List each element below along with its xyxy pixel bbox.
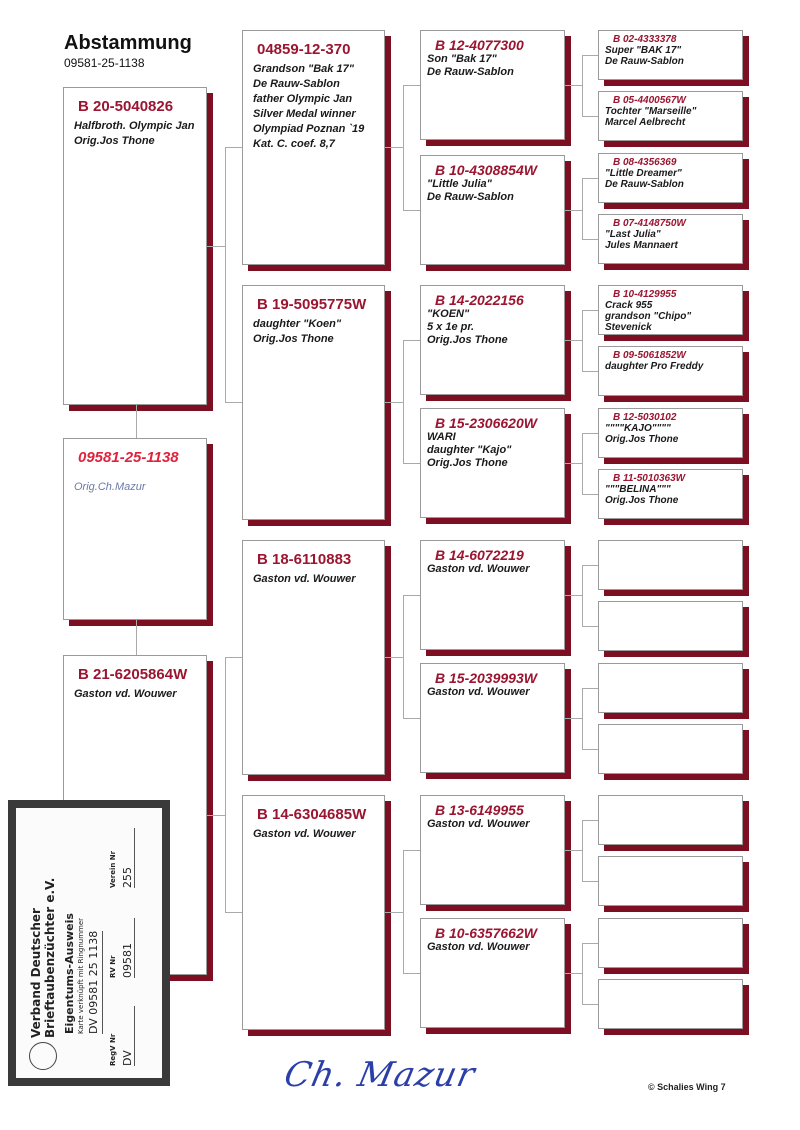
pigeon-info: Gaston vd. Wouwer (427, 941, 530, 953)
connector-line (582, 55, 583, 116)
connector-line (403, 973, 420, 974)
connector-line (582, 688, 598, 689)
card-subheading: Karte verknüpft mit Ringnummer (77, 917, 85, 1034)
ring-number: B 14-6304685W (257, 806, 367, 823)
connector-line (385, 657, 403, 658)
ring-number: B 13-6149955 (435, 802, 524, 818)
connector-line (565, 595, 582, 596)
pigeon-info: Gaston vd. Wouwer (427, 563, 530, 575)
ancestor-box (598, 663, 743, 713)
ancestor-box (598, 153, 743, 203)
connector-line (403, 85, 404, 210)
subject-pigeon-box (63, 438, 207, 620)
ancestor-box (598, 724, 743, 774)
connector-line (565, 850, 582, 851)
card-org-line2: Brieftaubenzüchter e.V. (43, 877, 57, 1038)
connector-line (582, 688, 583, 749)
ring-number: B 02-4333378 (613, 34, 677, 45)
card-org (29, 878, 57, 1038)
connector-line (403, 850, 420, 851)
card-field-label: Verein Nr (109, 850, 117, 888)
ancestor-box (420, 408, 565, 518)
footer-credit: © Schalies Wing 7 (648, 1082, 726, 1092)
ancestor-box (598, 540, 743, 590)
connector-line (582, 820, 583, 881)
page-subtitle: 09581-25-1138 (64, 56, 145, 70)
pigeon-info: Tochter "Marseille" Marcel Aelbrecht (605, 106, 697, 128)
pigeon-info: WARI daughter "Kajo" Orig.Jos Thone (427, 431, 512, 469)
pigeon-info: Halfbroth. Olympic Jan Orig.Jos Thone (74, 120, 195, 147)
connector-line (565, 463, 582, 464)
ring-number: B 15-2306620W (435, 415, 537, 431)
connector-line (582, 239, 598, 240)
connector-line (582, 943, 583, 1004)
ring-number: B 08-4356369 (613, 157, 677, 168)
ring-number: 04859-12-370 (257, 41, 351, 58)
connector-line (385, 147, 403, 148)
connector-line (403, 85, 420, 86)
connector-line (403, 340, 404, 463)
connector-line (582, 178, 583, 239)
pigeon-info: "Little Julia" De Rauw-Sablon (427, 178, 514, 203)
connector-line (136, 620, 137, 655)
pigeon-info: Crack 955 grandson "Chipo" Stevenick (605, 300, 692, 333)
pigeon-info: """BELINA""" Orig.Jos Thone (605, 484, 679, 506)
connector-line (582, 116, 598, 117)
ring-number: B 19-5095775W (257, 296, 367, 313)
connector-line (225, 912, 242, 913)
connector-line (582, 433, 598, 434)
ancestor-box (420, 540, 565, 650)
card-org-line1: Verband Deutscher (29, 908, 43, 1038)
pigeon-info: daughter Pro Freddy (605, 361, 704, 372)
connector-line (403, 463, 420, 464)
card-field-value: 09581 (121, 918, 135, 978)
connector-line (225, 402, 242, 403)
connector-line (403, 340, 420, 341)
connector-line (582, 749, 598, 750)
connector-line (385, 402, 403, 403)
connector-line (403, 595, 420, 596)
ring-number: B 12-5030102 (613, 412, 677, 423)
pigeon-info: Gaston vd. Wouwer (253, 828, 356, 840)
ring-number: B 15-2039993W (435, 670, 537, 686)
ancestor-box (420, 285, 565, 395)
connector-line (225, 657, 226, 912)
ownership-card (8, 800, 170, 1086)
connector-line (403, 595, 404, 718)
ancestor-box (598, 795, 743, 845)
ring-number: B 20-5040826 (78, 98, 174, 115)
ancestor-box (598, 91, 743, 141)
connector-line (403, 718, 420, 719)
ancestor-box (598, 346, 743, 396)
ring-number: B 12-4077300 (435, 37, 524, 53)
connector-line (565, 210, 582, 211)
card-field-value: DV (121, 1006, 135, 1066)
association-logo-icon (29, 1042, 57, 1070)
pigeon-info: Gaston vd. Wouwer (427, 686, 530, 698)
ring-number: B 05-4400567W (613, 95, 686, 106)
connector-line (582, 820, 598, 821)
ancestor-box (598, 214, 743, 264)
ring-number: 09581-25-1138 (78, 449, 179, 466)
ring-number: B 18-6110883 (257, 551, 352, 568)
ancestor-box (242, 795, 385, 1030)
ancestor-box (242, 285, 385, 520)
ancestor-box (598, 408, 743, 458)
pigeon-info: """"KAJO"""" Orig.Jos Thone (605, 423, 679, 445)
pigeon-info: Grandson "Bak 17" De Rauw-Sablon father Olympic Jan Silver Medal winner Olympiad Poznan `19 Kat. C. coef. 8,7 (253, 63, 365, 150)
ancestor-box (420, 30, 565, 140)
pigeon-info: Gaston vd. Wouwer (253, 573, 356, 585)
ancestor-box (420, 663, 565, 773)
connector-line (225, 657, 242, 658)
connector-line (565, 85, 582, 86)
connector-line (582, 494, 598, 495)
ring-number: B 14-2022156 (435, 292, 524, 308)
connector-line (207, 815, 225, 816)
ancestor-box (598, 30, 743, 80)
ancestor-box (242, 540, 385, 775)
card-field-label: RV Nr (109, 955, 117, 978)
pigeon-info: "KOEN" 5 x 1e pr. Orig.Jos Thone (427, 308, 508, 346)
ring-number: B 11-5010363W (613, 473, 686, 484)
pigeon-info: Gaston vd. Wouwer (74, 688, 177, 700)
connector-line (582, 433, 583, 494)
connector-line (582, 565, 598, 566)
connector-line (403, 210, 420, 211)
ancestor-box (63, 87, 207, 405)
connector-line (565, 973, 582, 974)
pigeon-info: daughter "Koen" Orig.Jos Thone (253, 318, 342, 345)
connector-line (582, 565, 583, 626)
connector-line (582, 1004, 598, 1005)
connector-line (403, 850, 404, 973)
ancestor-box (598, 979, 743, 1029)
connector-line (207, 246, 225, 247)
ring-number: B 14-6072219 (435, 547, 524, 563)
connector-line (225, 147, 242, 148)
pigeon-info: Son "Bak 17" De Rauw-Sablon (427, 53, 514, 78)
card-body (16, 808, 162, 1078)
ring-number: B 10-6357662W (435, 925, 537, 941)
connector-line (136, 405, 137, 438)
ring-number: B 10-4129955 (613, 289, 677, 300)
ancestor-box (598, 469, 743, 519)
ring-number: B 07-4148750W (613, 218, 686, 229)
ring-number: B 09-5061852W (613, 350, 686, 361)
ancestor-box (598, 285, 743, 335)
connector-line (582, 310, 583, 371)
pigeon-info: "Little Dreamer" De Rauw-Sablon (605, 168, 684, 190)
connector-line (565, 718, 582, 719)
connector-line (385, 912, 403, 913)
connector-line (225, 147, 226, 402)
ring-number: B 10-4308854W (435, 162, 537, 178)
connector-line (582, 178, 598, 179)
pigeon-info: "Last Julia" Jules Mannaert (605, 229, 678, 251)
ancestor-box (598, 601, 743, 651)
connector-line (565, 340, 582, 341)
pigeon-info: Orig.Ch.Mazur (74, 481, 146, 493)
ring-number: B 21-6205864W (78, 666, 188, 683)
connector-line (582, 310, 598, 311)
card-heading: Eigentums-Ausweis (63, 913, 76, 1034)
ancestor-box (598, 918, 743, 968)
ancestor-box (420, 795, 565, 905)
connector-line (582, 881, 598, 882)
connector-line (582, 626, 598, 627)
ancestor-box (598, 856, 743, 906)
connector-line (582, 371, 598, 372)
ancestor-box (420, 918, 565, 1028)
connector-line (582, 55, 598, 56)
pigeon-info: Gaston vd. Wouwer (427, 818, 530, 830)
card-field-value: 255 (121, 828, 135, 888)
ancestor-box (242, 30, 385, 265)
card-content (25, 812, 153, 1074)
connector-line (582, 943, 598, 944)
ancestor-box (420, 155, 565, 265)
pigeon-info: Super "BAK 17" De Rauw-Sablon (605, 45, 684, 67)
card-ring-number: DV 09581 25 1138 (87, 931, 103, 1034)
page-title: Abstammung (64, 32, 192, 54)
signature: Ch. Mazur (280, 1055, 479, 1095)
card-field-label: RegV Nr (109, 1033, 117, 1066)
